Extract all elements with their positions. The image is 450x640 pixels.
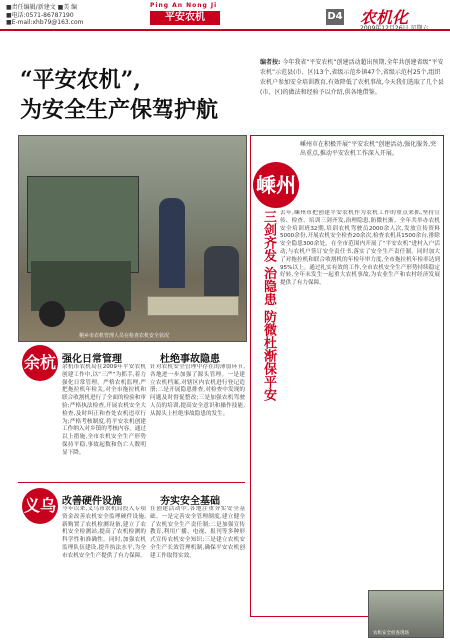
section-divider [18,482,245,483]
editor-note-label: 编者按: [260,59,281,66]
sidebar-badge: 嵊州 [253,162,299,208]
sidebar-vertical-title: 三剑齐发 治隐患 防微杜渐保平安 [261,210,276,402]
page-header [0,0,450,30]
brand-title: 农机化 [360,8,409,27]
sidebar-intro: 嵊州市在积极开展“平安农机”创建活动,强化服务,突出重点,推动平安农机工作深入开展。 [300,141,437,157]
header-rule [0,29,450,31]
secondary-photo [368,590,444,638]
editor-note [260,58,445,98]
page-number: D4 [326,9,344,25]
city-badge-yiwu: 义乌 [22,488,58,524]
secondary-photo-caption: 农机安全检查现场 [373,631,409,636]
header-info [6,4,83,27]
section-c-title: 改善硬件设施 [62,496,122,507]
city-badge-yuhang: 余杭 [22,345,58,381]
section-c-body: 今年以来,义乌市农机局投入专项资金改善农机安全监理硬件设施,新购置了农机检测设备,建立了农机安全检测站,提高了农机检测的科学性和准确性。同时,加强农机监理队伍建设,提升执法水平,为全市农机安全生产提供了有力保障。 [62,506,146,559]
section-a-title: 强化日常管理 [62,354,122,365]
header-info-line: ■电话:0571-86787190 [6,11,74,19]
section-d-title: 夯实安全基础 [160,496,220,507]
truck-shape [27,176,139,273]
sidebar-body: 去年,嵊州市把创建平安农机作为农机工作的重点来抓,坚持宣传、检查、培训三剑齐发,治理隐患,防微杜渐。全年共举办农机安全培训班32期,培训农机驾驶员2000余人次,发放宣传资料5000余份,开展农机安全检查20余次,检查农机具1500余台,排除安全隐患300余处。在全市范围内开展了“平安农机”进村入户活动,与农机户签订安全责任书,落实了安全生产责任制。同时加大了对拖拉机和联合收割机的年检年审力度,全市拖拉机年检率达到95%以上。通过扎实有效的工作,全市农机安全生产形势持续稳定好转,全年未发生一起重大农机事故,为农业生产和农村经济发展提供了有力保障。 [280,210,440,287]
section-a-body: 余杭市农机局在2009年平安农机创建工作中,以“三严”为抓手,着力强化日常管理。严格农机监理,严把拖拉机年检关,对全市拖拉机和联合收割机进行了全面的检验和审验;严格执法检查,开展农机安全大检查,及时纠正和查处农机违章行为;严格考核制度,将平安农机创建工作纳入对乡镇的考核内容。通过以上措施,全市农机安全生产形势保持平稳,事故起数和伤亡人数明显下降。 [62,364,146,456]
lead-photo [18,135,247,342]
section-title: 平安农机 [150,11,220,25]
section-pinyin: Ping An Nong Ji [150,2,218,9]
headline-line-2: 为安全生产保驾护航 [20,97,219,123]
section-b-title: 杜绝事故隐患 [160,354,220,365]
section-b-body: 针对农机安全管理中存在的薄弱环节,各地进一步加强了源头管理。一是建立农机档案,对辖区内农机进行登记造册;二是开展隐患排查,对检查中发现的问题及时督促整改;三是加强农机驾驶人员的培训,提高安全意识和操作技能,从源头上杜绝事故隐患的发生。 [150,364,245,417]
photo-caption: 桐乡市农机管理人员在检查农机安全状况 [79,333,170,339]
header-info-line: ■责任编辑/新建文 ■美 编 [6,4,78,11]
wheel-shape [99,301,125,327]
wheel-shape [39,301,65,327]
headline-line-1: “平安农机”, [20,67,141,93]
person-shape [159,198,185,288]
section-d-body: 在创建活动中,各地注重夯实安全基础。一是完善安全管理制度,建立健全了农机安全生产责任制;二是加强宣传教育,利用广播、电视、报刊等多种形式宣传农机安全知识;三是建立农机安全生产长效管理机制,确保平安农机创建工作取得实效。 [150,506,245,559]
editor-note-text: 今年我省“平安农机”创建活动超出预期,全年共创建省级“平安农机”示范县(市、区)13个,省级示范乡镇47个,省级示范村25个,组织农机户参加安全培训教育,有效降低了农机事故,今天我们选取了几个县(市、区)的做法和经验予以介绍,供各地借鉴。 [260,59,444,96]
header-info-line: ■E-mail:xhb79@163.com [6,19,84,26]
table-shape [147,296,239,316]
